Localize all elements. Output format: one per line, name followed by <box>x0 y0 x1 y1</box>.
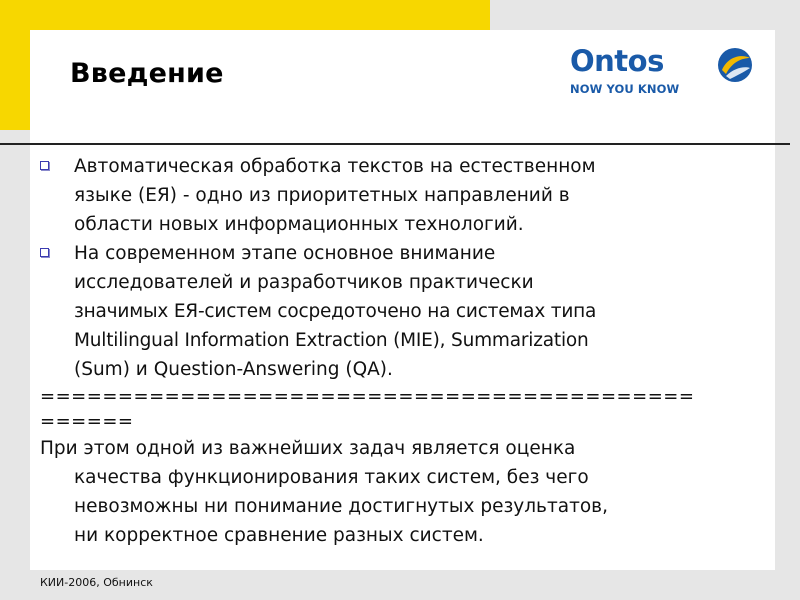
square-bullet-icon <box>40 161 49 170</box>
logo-wordmark: Ontos <box>570 44 664 78</box>
bullet-line: значимых ЕЯ-систем сосредоточено на системах типа <box>74 301 597 322</box>
separator-line: ====== <box>40 411 134 432</box>
ontos-logo <box>566 44 766 100</box>
square-bullet-icon <box>40 248 49 257</box>
bullet-item <box>40 152 760 239</box>
yellow-accent-top <box>0 0 490 30</box>
globe-swoosh-icon <box>716 46 754 84</box>
logo-tagline: NOW YOU KNOW <box>570 82 680 96</box>
slide-title: Введение <box>70 58 224 89</box>
bullet-line: исследователей и разработчиков практически <box>74 272 534 293</box>
slide-content <box>40 152 760 550</box>
paragraph-line: При этом одной из важнейших задач является оценка <box>40 438 576 459</box>
yellow-accent-left <box>0 0 30 130</box>
closing-paragraph <box>40 434 760 550</box>
paragraph-line: невозможны ни понимание достигнутых результатов, <box>74 496 608 517</box>
bullet-line: Автоматическая обработка текстов на естественном <box>74 156 596 177</box>
paragraph-line: ни корректное сравнение разных систем. <box>74 525 484 546</box>
header-divider <box>0 143 790 145</box>
separator-line: ========================================== <box>40 386 695 407</box>
slide-footer: КИИ-2006, Обнинск <box>40 576 153 589</box>
bullet-item <box>40 239 760 384</box>
bullet-line: языке (ЕЯ) - одно из приоритетных направлений в <box>74 185 570 206</box>
bullet-line: На современном этапе основное внимание <box>74 243 496 264</box>
bullet-line: Multilingual Information Extraction (MIE), Summarization <box>74 330 589 351</box>
bullet-line: области новых информационных технологий. <box>74 214 524 235</box>
bullet-line: (Sum) и Question-Answering (QA). <box>74 359 393 380</box>
paragraph-line: качества функционирования таких систем, без чего <box>74 467 589 488</box>
